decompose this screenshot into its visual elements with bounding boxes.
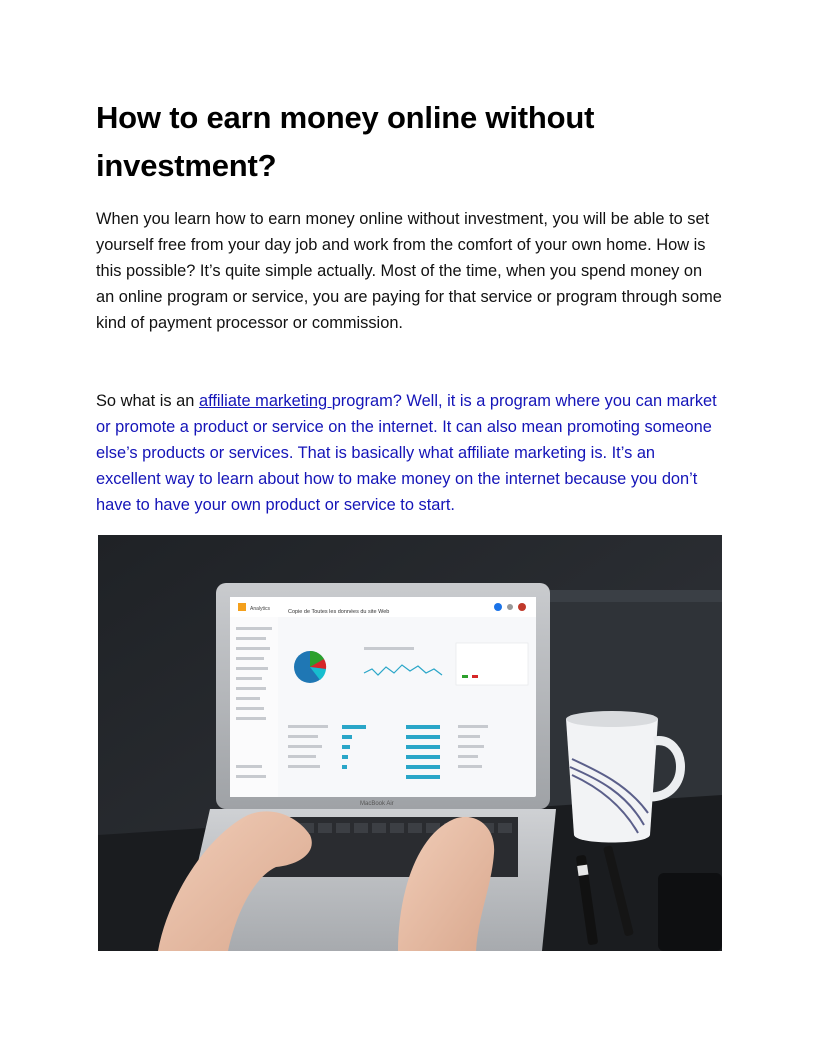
affiliate-paragraph-lead: So what is an [96, 392, 199, 410]
affiliate-paragraph [96, 388, 724, 518]
screen-report-title: Copie de Toutes les données du site Web [288, 609, 390, 615]
document-page [96, 94, 724, 514]
laptop [216, 583, 550, 809]
affiliate-paragraph-rest: program? Well, it is a program where you can market or promote a product or service on the internet. It can also mean promoting someone else’s products or services. That is basically what affiliate marketing is. It’s an excellent way to learn about how to make money on the internet because you don’t have to have your own product or service to start. [96, 392, 717, 514]
affiliate-marketing-link[interactable]: affiliate marketing [198, 392, 332, 410]
laptop-analytics-photo [98, 535, 722, 951]
intro-paragraph: When you learn how to earn money online without investment, you will be able to set yourself free from your day job and work from the comfort of your own home. How is this possible? It’s quite simple actually. Most of the time, when you spend money on an online program or service, you are paying for that service or program through some kind of payment processor or commission. [96, 210, 722, 332]
screen-app-name: Analytics [250, 606, 271, 612]
page-title: How to earn money online without investment? [96, 100, 595, 183]
laptop-brand-label: MacBook Air [360, 801, 394, 807]
photo-illustration [98, 535, 722, 951]
